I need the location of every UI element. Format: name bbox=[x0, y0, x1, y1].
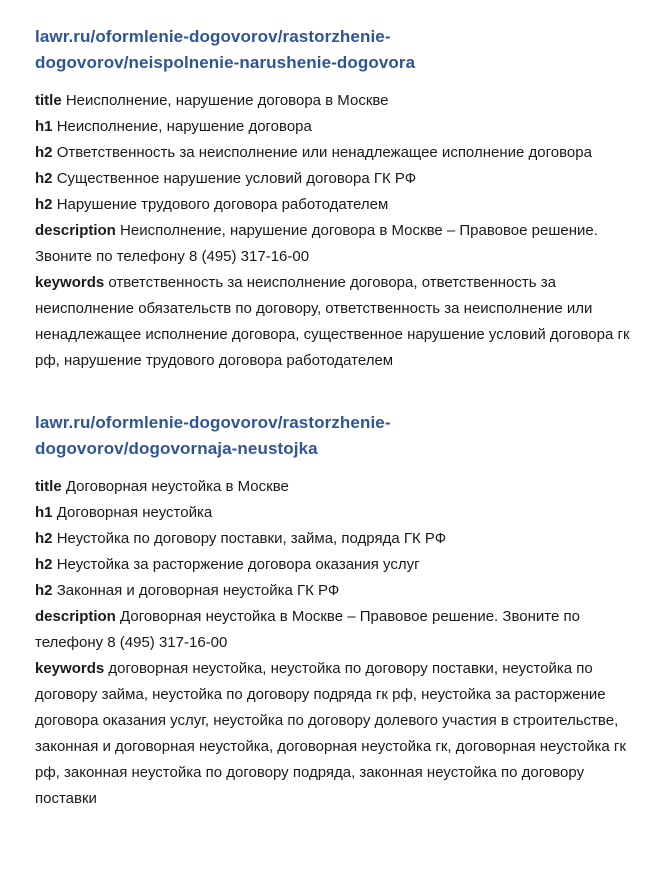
field-title bbox=[35, 88, 641, 114]
field-title bbox=[35, 474, 641, 500]
field-label: h1 bbox=[35, 118, 53, 135]
field-value: ответственность за неисполнение договора, ответственность за неисполнение обязательств по договору, ответственность за неисполнение или ненадлежащее исполнение договора, существенное нарушение условий договора гк рф, нарушение трудового договора работодателем bbox=[35, 274, 630, 369]
page-url-line-2: dogovorov/dogovornaja-neustojka bbox=[35, 439, 318, 458]
field-value: Неустойка за расторжение договора оказания услуг bbox=[56, 556, 420, 573]
seo-entry bbox=[35, 24, 641, 374]
page-url-line-2: dogovorov/neispolnenie-narushenie-dogovora bbox=[35, 53, 416, 72]
field-description bbox=[35, 604, 641, 656]
field-h2 bbox=[35, 140, 641, 166]
field-description bbox=[35, 218, 641, 270]
field-label: title bbox=[35, 478, 62, 495]
field-value: Договорная неустойка в Москве bbox=[65, 478, 289, 495]
field-value: Существенное нарушение условий договора ГК РФ bbox=[56, 170, 417, 187]
field-label: h2 bbox=[35, 556, 53, 573]
field-h1 bbox=[35, 500, 641, 526]
field-value: Договорная неустойка bbox=[56, 504, 213, 521]
field-h2 bbox=[35, 166, 641, 192]
field-label: keywords bbox=[35, 660, 105, 677]
field-label: h2 bbox=[35, 170, 53, 187]
field-value: Неисполнение, нарушение договора bbox=[56, 118, 312, 135]
field-keywords bbox=[35, 656, 641, 812]
field-h2 bbox=[35, 578, 641, 604]
field-value: Договорная неустойка в Москве – Правовое решение. Звоните по телефону 8 (495) 317-16-00 bbox=[35, 608, 580, 651]
page-url bbox=[35, 24, 641, 76]
field-value: Неисполнение, нарушение договора в Москве bbox=[65, 92, 389, 109]
field-label: h1 bbox=[35, 504, 53, 521]
field-h2 bbox=[35, 552, 641, 578]
page-url bbox=[35, 410, 641, 462]
field-keywords bbox=[35, 270, 641, 374]
field-label: keywords bbox=[35, 274, 105, 291]
field-label: h2 bbox=[35, 196, 53, 213]
field-label: h2 bbox=[35, 582, 53, 599]
field-label: description bbox=[35, 608, 116, 625]
field-h2 bbox=[35, 526, 641, 552]
field-label: title bbox=[35, 92, 62, 109]
field-value: договорная неустойка, неустойка по договору поставки, неустойка по договору займа, неустойка по договору подряда гк рф, неустойка за расторжение договора оказания услуг, неустойка по договору долевого участия в строительстве, законная и договорная неустойка, договорная неустойка гк, договорная неустойка гк рф, законная неустойка по договору подряда, законная неустойка по договору поставки bbox=[35, 660, 626, 807]
field-value: Законная и договорная неустойка ГК РФ bbox=[56, 582, 340, 599]
field-label: h2 bbox=[35, 530, 53, 547]
field-value: Ответственность за неисполнение или ненадлежащее исполнение договора bbox=[56, 144, 592, 161]
field-h2 bbox=[35, 192, 641, 218]
field-label: description bbox=[35, 222, 116, 239]
page-url-line-1: lawr.ru/oformlenie-dogovorov/rastorzhenie- bbox=[35, 413, 391, 432]
field-value: Неисполнение, нарушение договора в Москве – Правовое решение. Звоните по телефону 8 (495) 317-16-00 bbox=[35, 222, 598, 265]
seo-entry bbox=[35, 410, 641, 812]
field-label: h2 bbox=[35, 144, 53, 161]
field-h1 bbox=[35, 114, 641, 140]
field-value: Неустойка по договору поставки, займа, подряда ГК РФ bbox=[56, 530, 447, 547]
page-url-line-1: lawr.ru/oformlenie-dogovorov/rastorzhenie- bbox=[35, 27, 391, 46]
field-value: Нарушение трудового договора работодателем bbox=[56, 196, 389, 213]
